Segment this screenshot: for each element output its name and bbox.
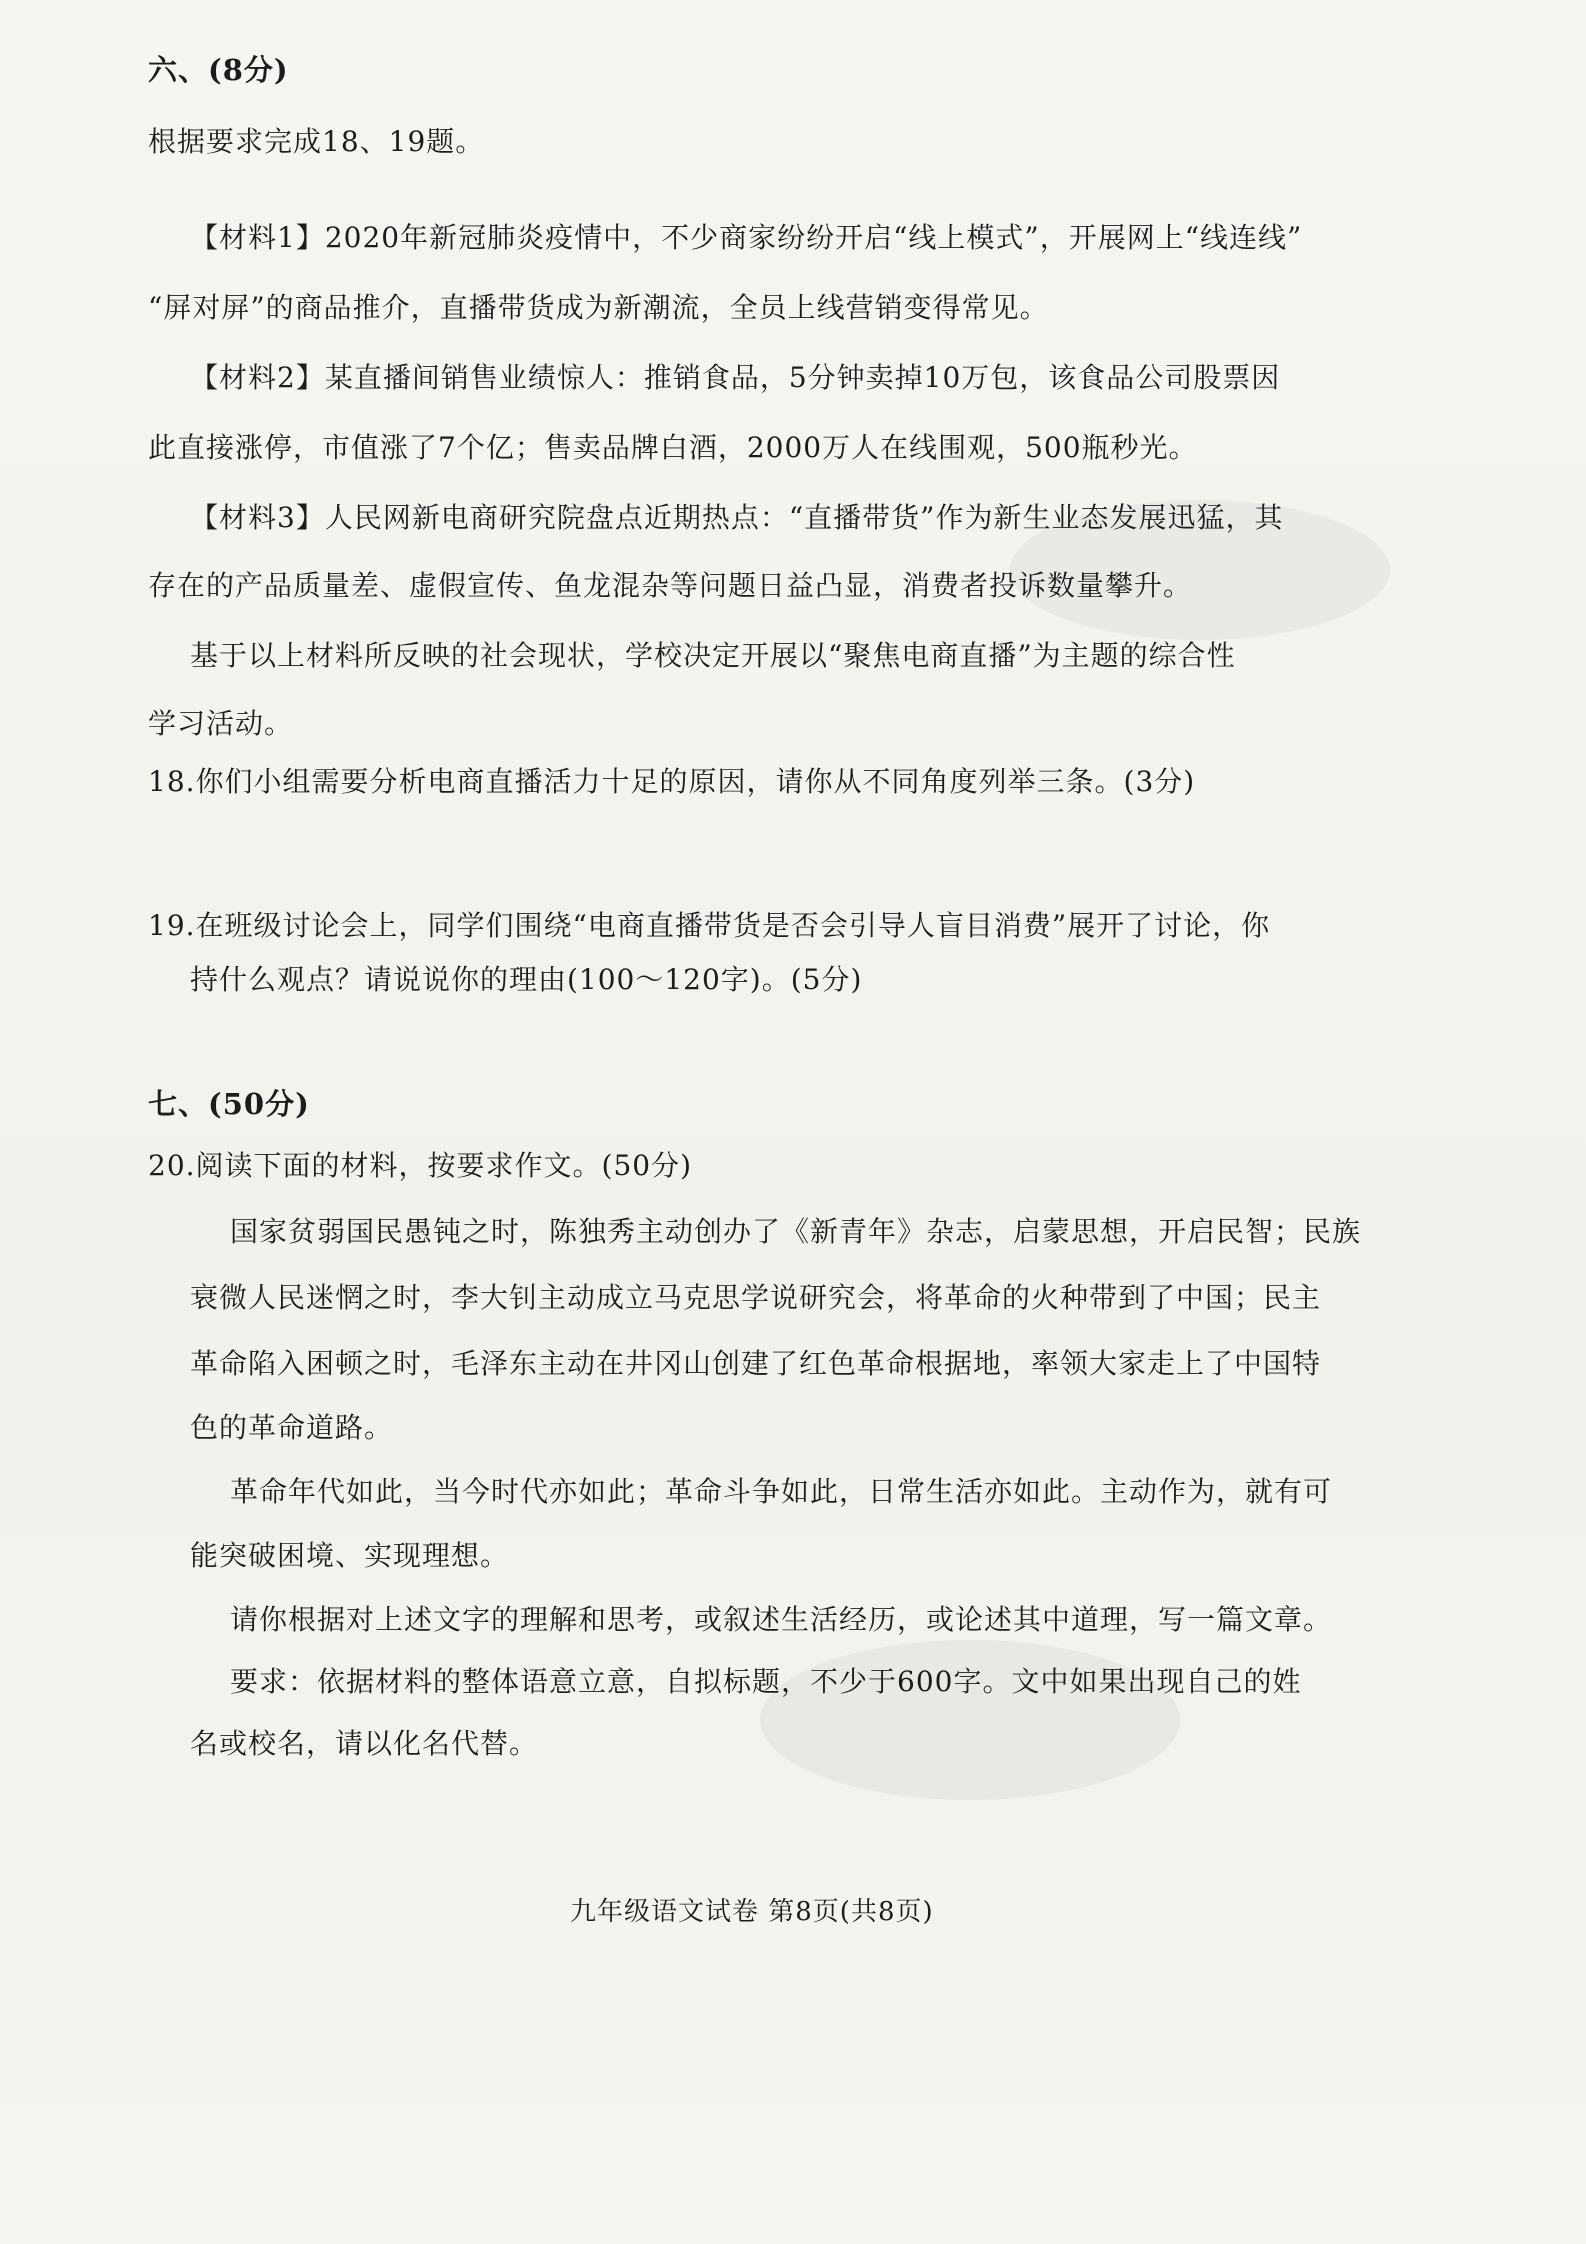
question-20: 20.阅读下面的材料，按要求作文。(50分) <box>148 1149 693 1182</box>
passage-2-line-1: 革命年代如此，当今时代亦如此；革命斗争如此，日常生活亦如此。主动作为，就有可 <box>230 1475 1333 1508</box>
context-line-2: 学习活动。 <box>148 707 294 740</box>
section-seven-heading: 七、(50分) <box>148 1087 310 1121</box>
passage-1-line-4: 色的革命道路。 <box>190 1411 394 1444</box>
material-2-line-2: 此直接涨停，市值涨了7个亿；售卖品牌白酒，2000万人在线围观，500瓶秒光。 <box>148 431 1198 464</box>
passage-1-line-1: 国家贫弱国民愚钝之时，陈独秀主动创办了《新青年》杂志，启蒙思想，开启民智；民族 <box>230 1215 1362 1248</box>
material-3-line-2: 存在的产品质量差、虚假宣传、鱼龙混杂等问题日益凸显，消费者投诉数量攀升。 <box>148 569 1193 602</box>
requirement-line-2: 名或校名，请以化名代替。 <box>190 1727 539 1760</box>
question-19-line-1: 19.在班级讨论会上，同学们围绕“电商直播带货是否会引导人盲目消费”展开了讨论，你 <box>148 909 1271 942</box>
passage-2-line-2: 能突破困境、实现理想。 <box>190 1539 510 1572</box>
question-18: 18.你们小组需要分析电商直播活力十足的原因，请你从不同角度列举三条。(3分) <box>148 765 1196 798</box>
material-1-line-2: “屏对屏”的商品推介，直播带货成为新潮流，全员上线营销变得常见。 <box>148 291 1049 324</box>
material-1-line-1: 【材料1】2020年新冠肺炎疫情中，不少商家纷纷开启“线上模式”，开展网上“线连线” <box>190 221 1303 254</box>
page-footer: 九年级语文试卷 第8页(共8页) <box>570 1897 934 1927</box>
question-19-line-2: 持什么观点？请说说你的理由(100～120字)。(5分) <box>190 963 863 996</box>
passage-1-line-2: 衰微人民迷惘之时，李大钊主动成立马克思学说研究会，将革命的火种带到了中国；民主 <box>190 1281 1322 1314</box>
material-2-line-1: 【材料2】某直播间销售业绩惊人：推销食品，5分钟卖掉10万包，该食品公司股票因 <box>190 361 1281 394</box>
requirement-line-1: 要求：依据材料的整体语意立意，自拟标题，不少于600字。文中如果出现自己的姓 <box>230 1665 1302 1698</box>
context-line-1: 基于以上材料所反映的社会现状，学校决定开展以“聚焦电商直播”为主题的综合性 <box>190 639 1236 672</box>
writing-task: 请你根据对上述文字的理解和思考，或叙述生活经历，或论述其中道理，写一篇文章。 <box>230 1603 1333 1636</box>
material-3-line-1: 【材料3】人民网新电商研究院盘点近期热点：“直播带货”作为新生业态发展迅猛，其 <box>190 501 1284 534</box>
section-six-heading: 六、(8分) <box>148 53 289 87</box>
section-six-instruction: 根据要求完成18、19题。 <box>148 125 485 158</box>
passage-1-line-3: 革命陷入困顿之时，毛泽东主动在井冈山创建了红色革命根据地，率领大家走上了中国特 <box>190 1347 1322 1380</box>
